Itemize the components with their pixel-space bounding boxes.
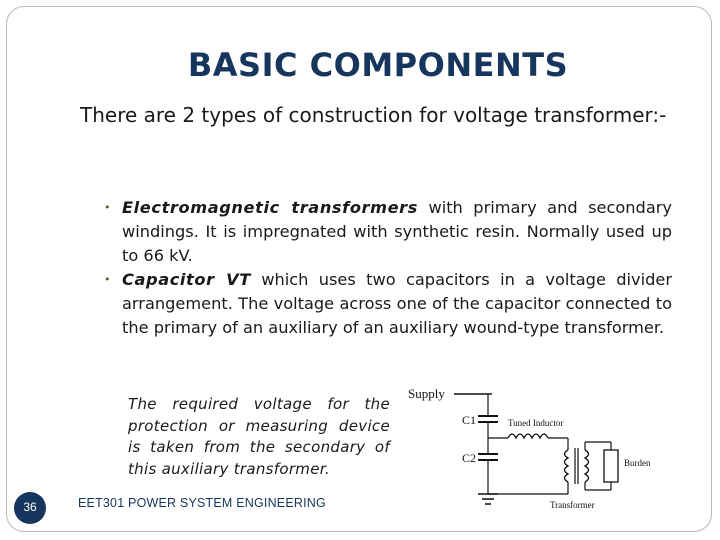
bullet-capacitor-vt: [104, 268, 672, 340]
burden-icon: [604, 450, 618, 482]
footer-course-title: EET301 POWER SYSTEM ENGINEERING: [78, 496, 326, 510]
bullet-lead: Electromagnetic transformers: [122, 198, 418, 217]
bullet-list: [104, 196, 672, 340]
inductor-label: Tuned Inductor: [508, 418, 564, 428]
transformer-label: Transformer: [550, 500, 595, 510]
capacitor-c1-icon: [478, 416, 498, 422]
intro-paragraph: There are 2 types of construction for voltage transformer:-: [80, 103, 667, 127]
slide-title: BASIC COMPONENTS: [187, 46, 569, 84]
bullet-text: with primary and secondary windings. It is impregnated with synthetic resin. Normally used up to 66 kV.: [122, 198, 672, 265]
bullet-electromagnetic: [104, 196, 672, 268]
capacitor-c2-icon: [478, 454, 498, 460]
supply-label: Supply: [408, 386, 445, 401]
cvt-circuit-diagram: [404, 382, 668, 512]
transformer-icon: [565, 448, 589, 484]
page-number: 36: [23, 500, 37, 514]
ground-icon: [478, 494, 498, 504]
bullet-marker-icon: •: [104, 201, 111, 214]
bullet-marker-icon: •: [104, 273, 111, 286]
note-paragraph: The required voltage for the protection or measuring device is taken from the secondary of this auxiliary transformer.: [128, 395, 390, 478]
c2-label: C2: [462, 451, 477, 465]
burden-label: Burden: [624, 458, 651, 468]
tuned-inductor-icon: [508, 434, 548, 438]
bullet-text: which uses two capacitors in a voltage divider arrangement. The voltage across one of the capacitor connected to the primary of an auxiliary of an auxiliary wound-type transformer.: [122, 270, 672, 337]
bullet-lead: Capacitor VT: [122, 270, 251, 289]
c1-label: C1: [462, 413, 477, 427]
